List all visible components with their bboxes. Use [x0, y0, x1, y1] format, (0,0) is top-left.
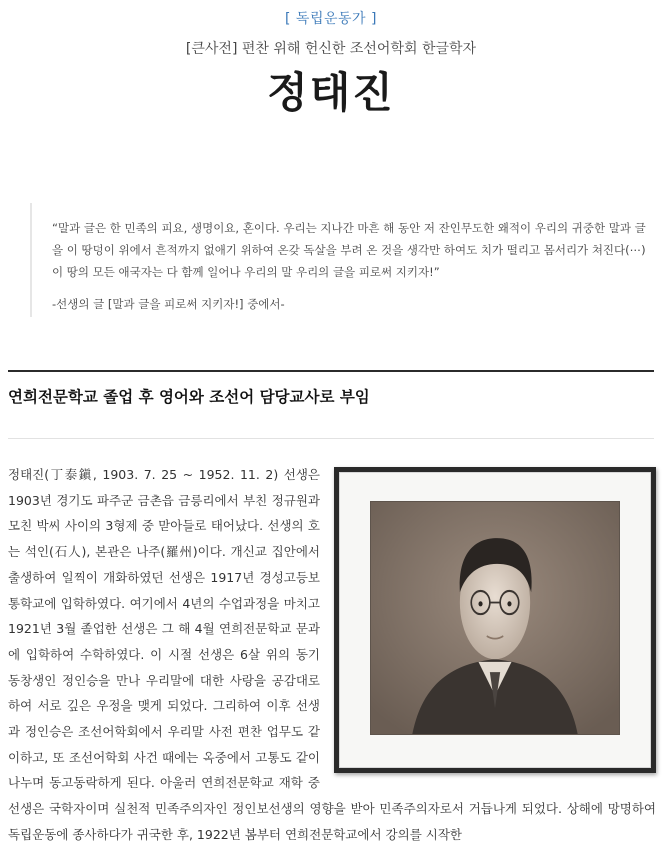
quote-source: -선생의 글 [말과 글을 피로써 지키자!] 중에서-	[52, 297, 285, 311]
page-subtitle: [큰사전] 편찬 위해 헌신한 조선어학회 한글학자	[185, 41, 477, 57]
portrait-mat	[339, 472, 651, 768]
article-paragraph: 정태진(丁泰鎭, 1903. 7. 25 ~ 1952. 11. 2) 선생은 1903년 경기도 파주군 금촌읍 금릉리에서 부친 정규원과 모친 박씨 사이의 3형제 중 맏아들로 태어났다. 선생의 호는 석인(石人), 본관은 나주(羅州)이다. 개신교 집안에서 출생하여 일찍이 개화하였던 선생은 1917년 경성고등보통학교에 입학하였다. 여기에서 4년의 수업과정을 마치고 1921년 3월 졸업한 선생은 그 해 4월 연희전문학교 문과에 입학하여 수학하였다. 이 시절 선생은 6살 위의 동기 동창생인 정인승을 만나 우리말에 대한 사랑을 공감대로 하여 서로 깊은 우정을 맺게 되었다. 그리하여 이후 선생과 정인승은 조선어학회에서 우리말 사전 편찬 업무도 같이하고, 또 조선어학회 사건 때에는 옥중에서 고통도 같이 나누며 동고동락하게 된다. 아울러 연희전문학교 재학 중 선생은 국학자이며 실천적 민족주의자인 정인보선생의 영향을 받아 민족주의자로서 거듭나게 되었다. 상해에 망명하여 독립운동에 종사하다가 귀국한 후, 1922년 봄부터 연희전문학교에서 강의를 시작한	[8, 467, 656, 842]
article-body	[8, 462, 656, 842]
portrait-photo	[370, 501, 620, 735]
portrait-frame	[334, 467, 656, 773]
section-divider	[8, 370, 654, 372]
portrait-illustration	[371, 502, 619, 734]
heading-underline	[8, 438, 654, 439]
quote-block	[30, 203, 656, 317]
page-title: 정태진	[267, 68, 395, 117]
quote-text: “말과 글은 한 민족의 피요, 생명이요, 혼이다. 우리는 지나간 마흔 해 동안 저 잔인무도한 왜적이 우리의 귀중한 말과 글을 이 땅덩이 위에서 흔적까지 없애기 위하여 온갖 독살을 부려 온 것을 생각만 하여도 치가 떨리고 몸서리가 쳐진다(⋯)이 땅의 모든 애국자는 다 함께 일어나 우리의 말 우리의 글을 피로써 지키자!”	[52, 221, 646, 279]
section-heading: 연희전문학교 졸업 후 영어와 조선어 담당교사로 부임	[8, 388, 370, 406]
category-label: [ 독립운동가 ]	[285, 11, 377, 27]
